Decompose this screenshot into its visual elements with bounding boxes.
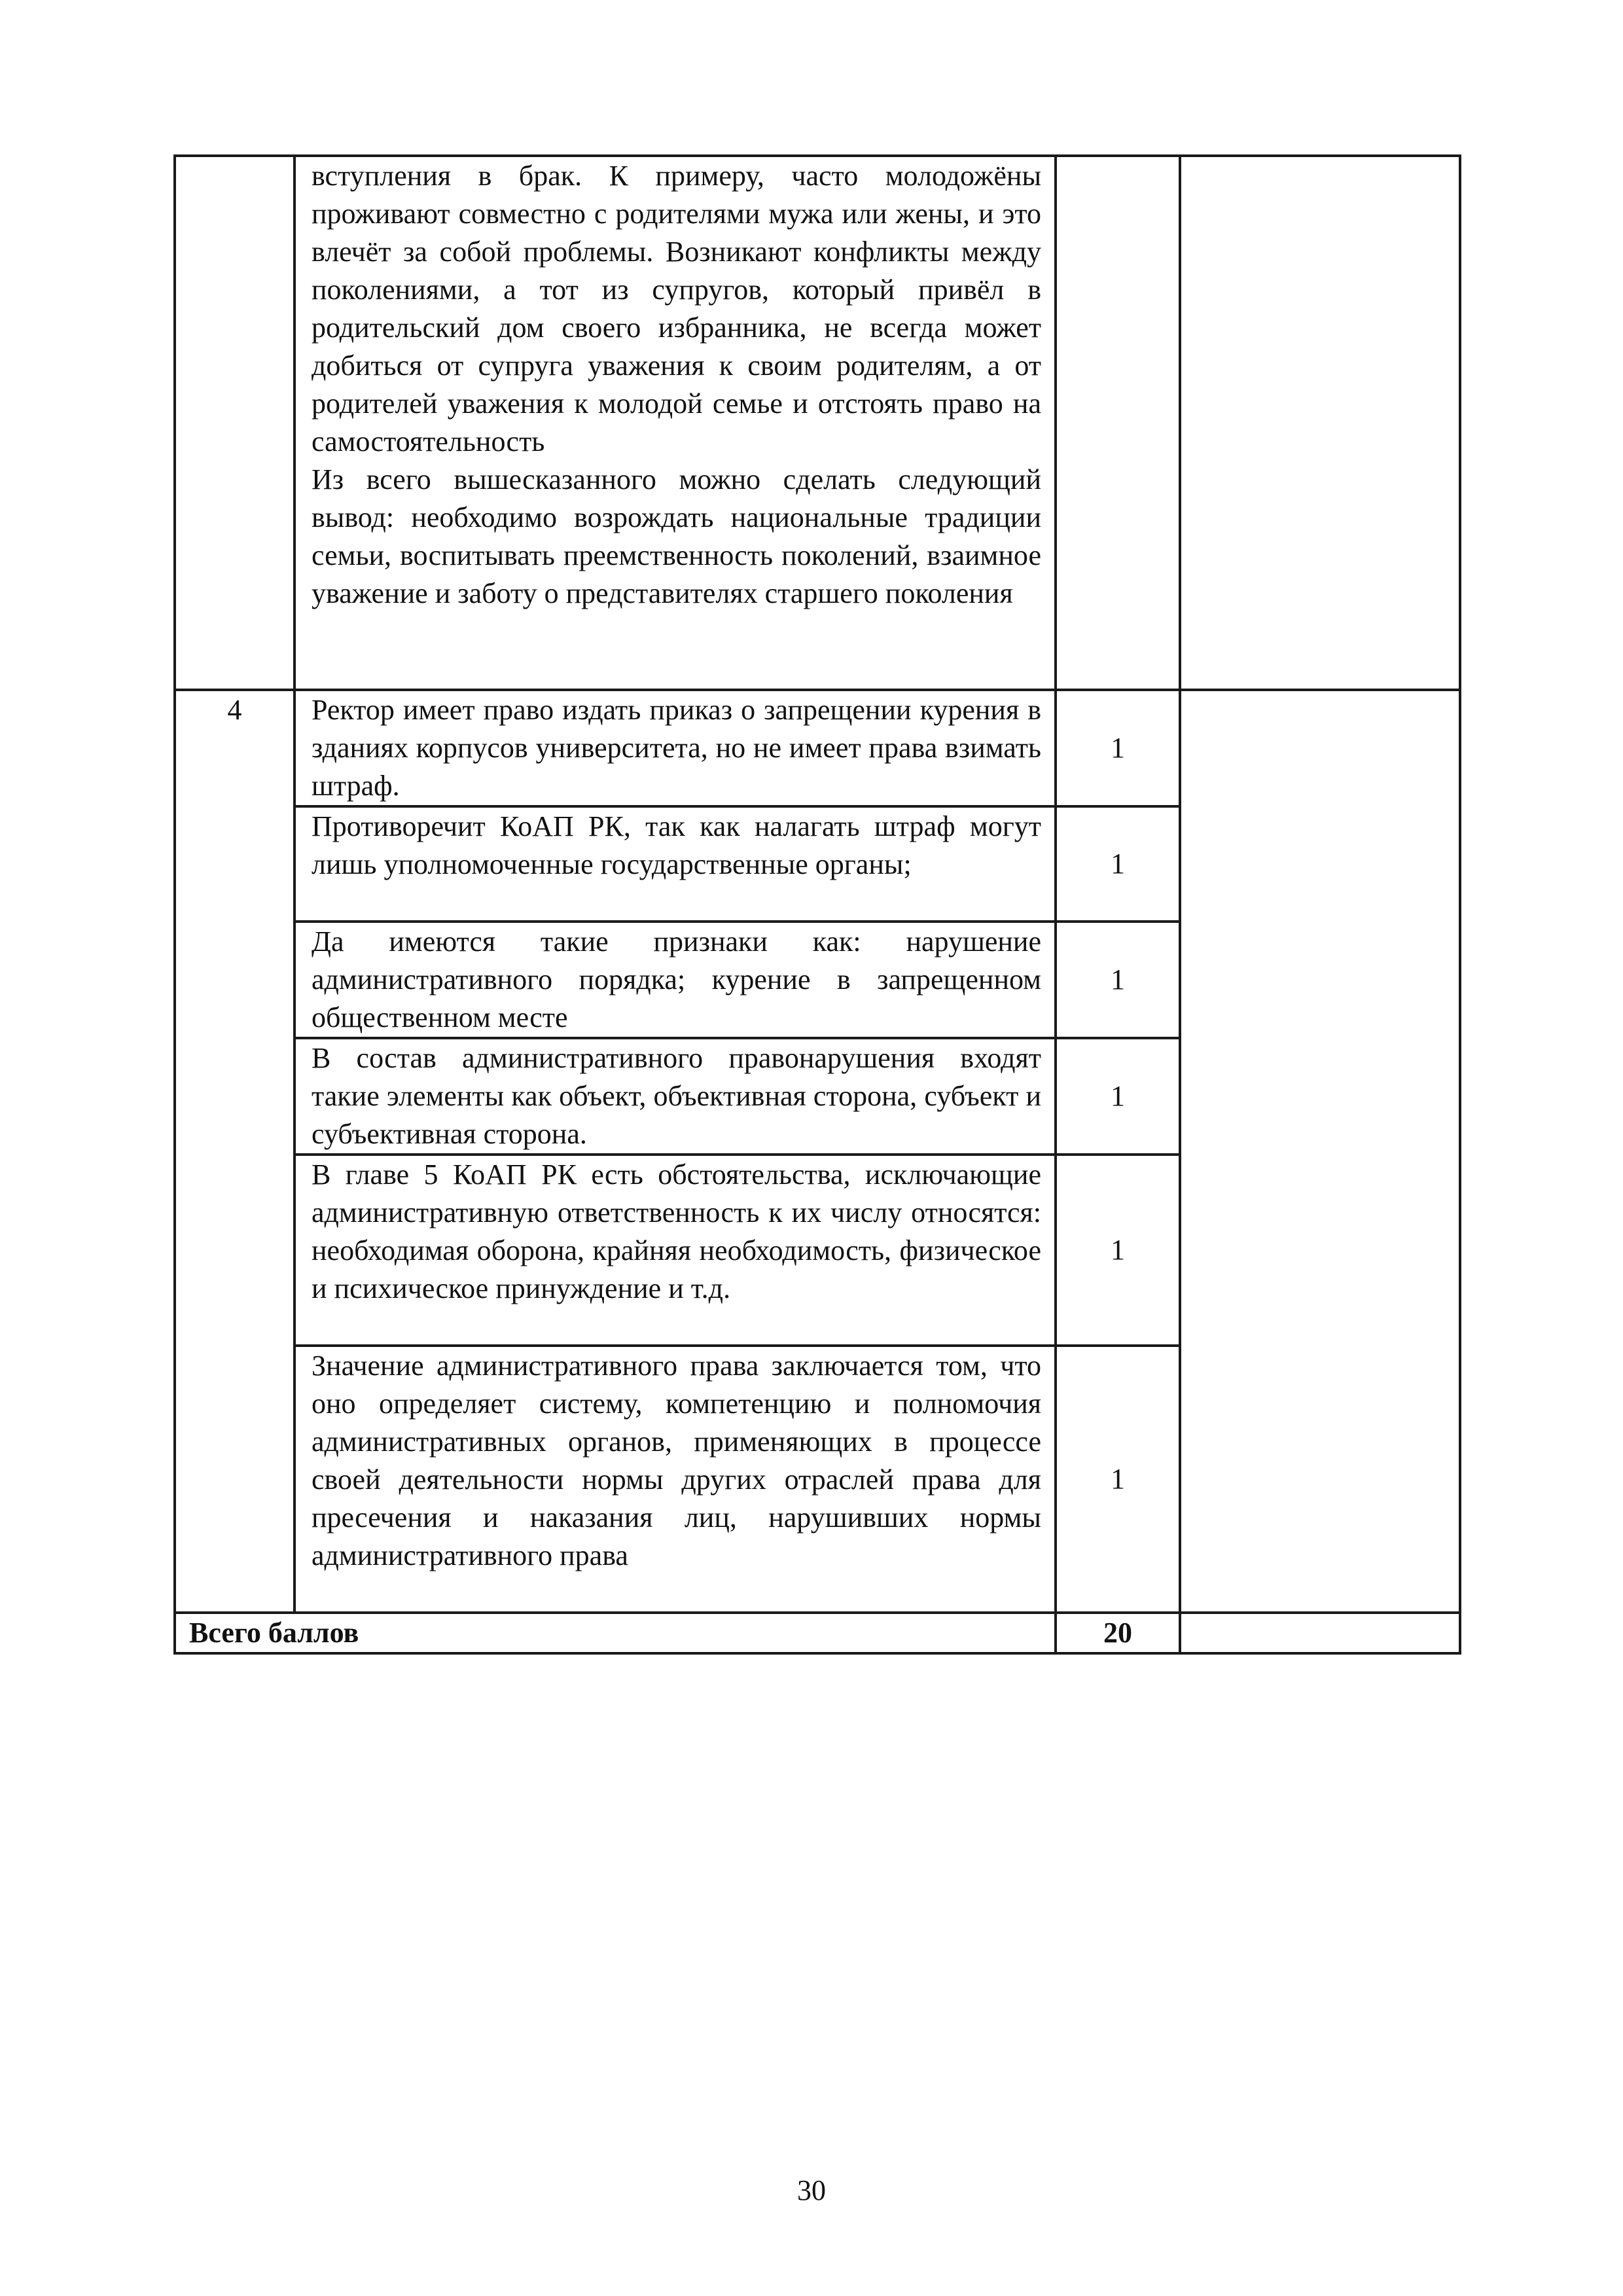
score-cell: 1: [1056, 690, 1180, 806]
total-score: 20: [1056, 1613, 1180, 1653]
task-number-cell: [175, 156, 294, 690]
answer-item-text: В состав административного правонарушения входят такие элементы как объект, объективная сторона, субъект и субъективная сторона.: [312, 1042, 1041, 1150]
score-cell: 1: [1056, 922, 1180, 1038]
answer-text-cell: [294, 156, 1056, 690]
score-cell: 1: [1056, 806, 1180, 922]
answer-text-cell: [294, 922, 1056, 1038]
total-row: [175, 1613, 1460, 1653]
score-cell: [1056, 156, 1180, 690]
extra-cell: [1180, 1613, 1460, 1653]
continuation-row: [175, 156, 1460, 690]
task-number-cell: 4: [175, 690, 294, 1613]
score-cell: 1: [1056, 1346, 1180, 1613]
answer-text-cell: [294, 806, 1056, 922]
page-number: 30: [797, 2174, 826, 2206]
answer-paragraph: Из всего вышесказанного можно сделать следующий вывод: необходимо возрождать национальные традиции семьи, воспитывать преемственность поколений, взаимное уважение и заботу о представителях старшего поколения: [312, 463, 1041, 609]
answer-item-text: Да имеются такие признаки как: нарушение административного порядка; курение в запрещенном общественном месте: [312, 925, 1041, 1033]
answer-text-cell: [294, 690, 1056, 806]
score-cell: 1: [1056, 1155, 1180, 1346]
answer-item-text: В главе 5 КоАП РК есть обстоятельства, исключающие административную ответственность к их числу относятся: необходимая оборона, крайняя необходимость, физическое и психическое принуждение и т.д.: [312, 1158, 1041, 1304]
extra-cell: [1180, 156, 1460, 690]
answer-text-cell: [294, 1038, 1056, 1155]
answer-paragraph: вступления в брак. К примеру, часто молодожёны проживают совместно с родителями мужа или жены, и это влечёт за собой проблемы. Возникают конфликты между поколениями, а тот из супругов, который привёл в родительский дом своего избранника, не всегда может добиться от супруга уважения к своим родителям, а от родителей уважения к молодой семье и отстоять право на самостоятельность: [312, 160, 1041, 457]
answer-item-text: Значение административного права заключается том, что оно определяет систему, компетенцию и полномочия административных органов, применяющих в процессе своей деятельности нормы других отраслей права для пресечения и наказания лиц, нарушивших нормы административного права: [312, 1350, 1041, 1571]
total-label: Всего баллов: [175, 1613, 1056, 1653]
answer-item-text: Противоречит КоАП РК, так как налагать штраф могут лишь уполномоченные государственные органы;: [312, 810, 1041, 880]
answer-text-cell: [294, 1346, 1056, 1613]
answers-table: [173, 154, 1461, 1655]
answer-text-cell: [294, 1155, 1056, 1346]
extra-cell: [1180, 690, 1460, 1613]
score-cell: 1: [1056, 1038, 1180, 1155]
answer-item-text: Ректор имеет право издать приказ о запрещении курения в зданиях корпусов университета, но не имеет права взимать штраф.: [312, 694, 1041, 802]
table-row: [175, 690, 1460, 806]
